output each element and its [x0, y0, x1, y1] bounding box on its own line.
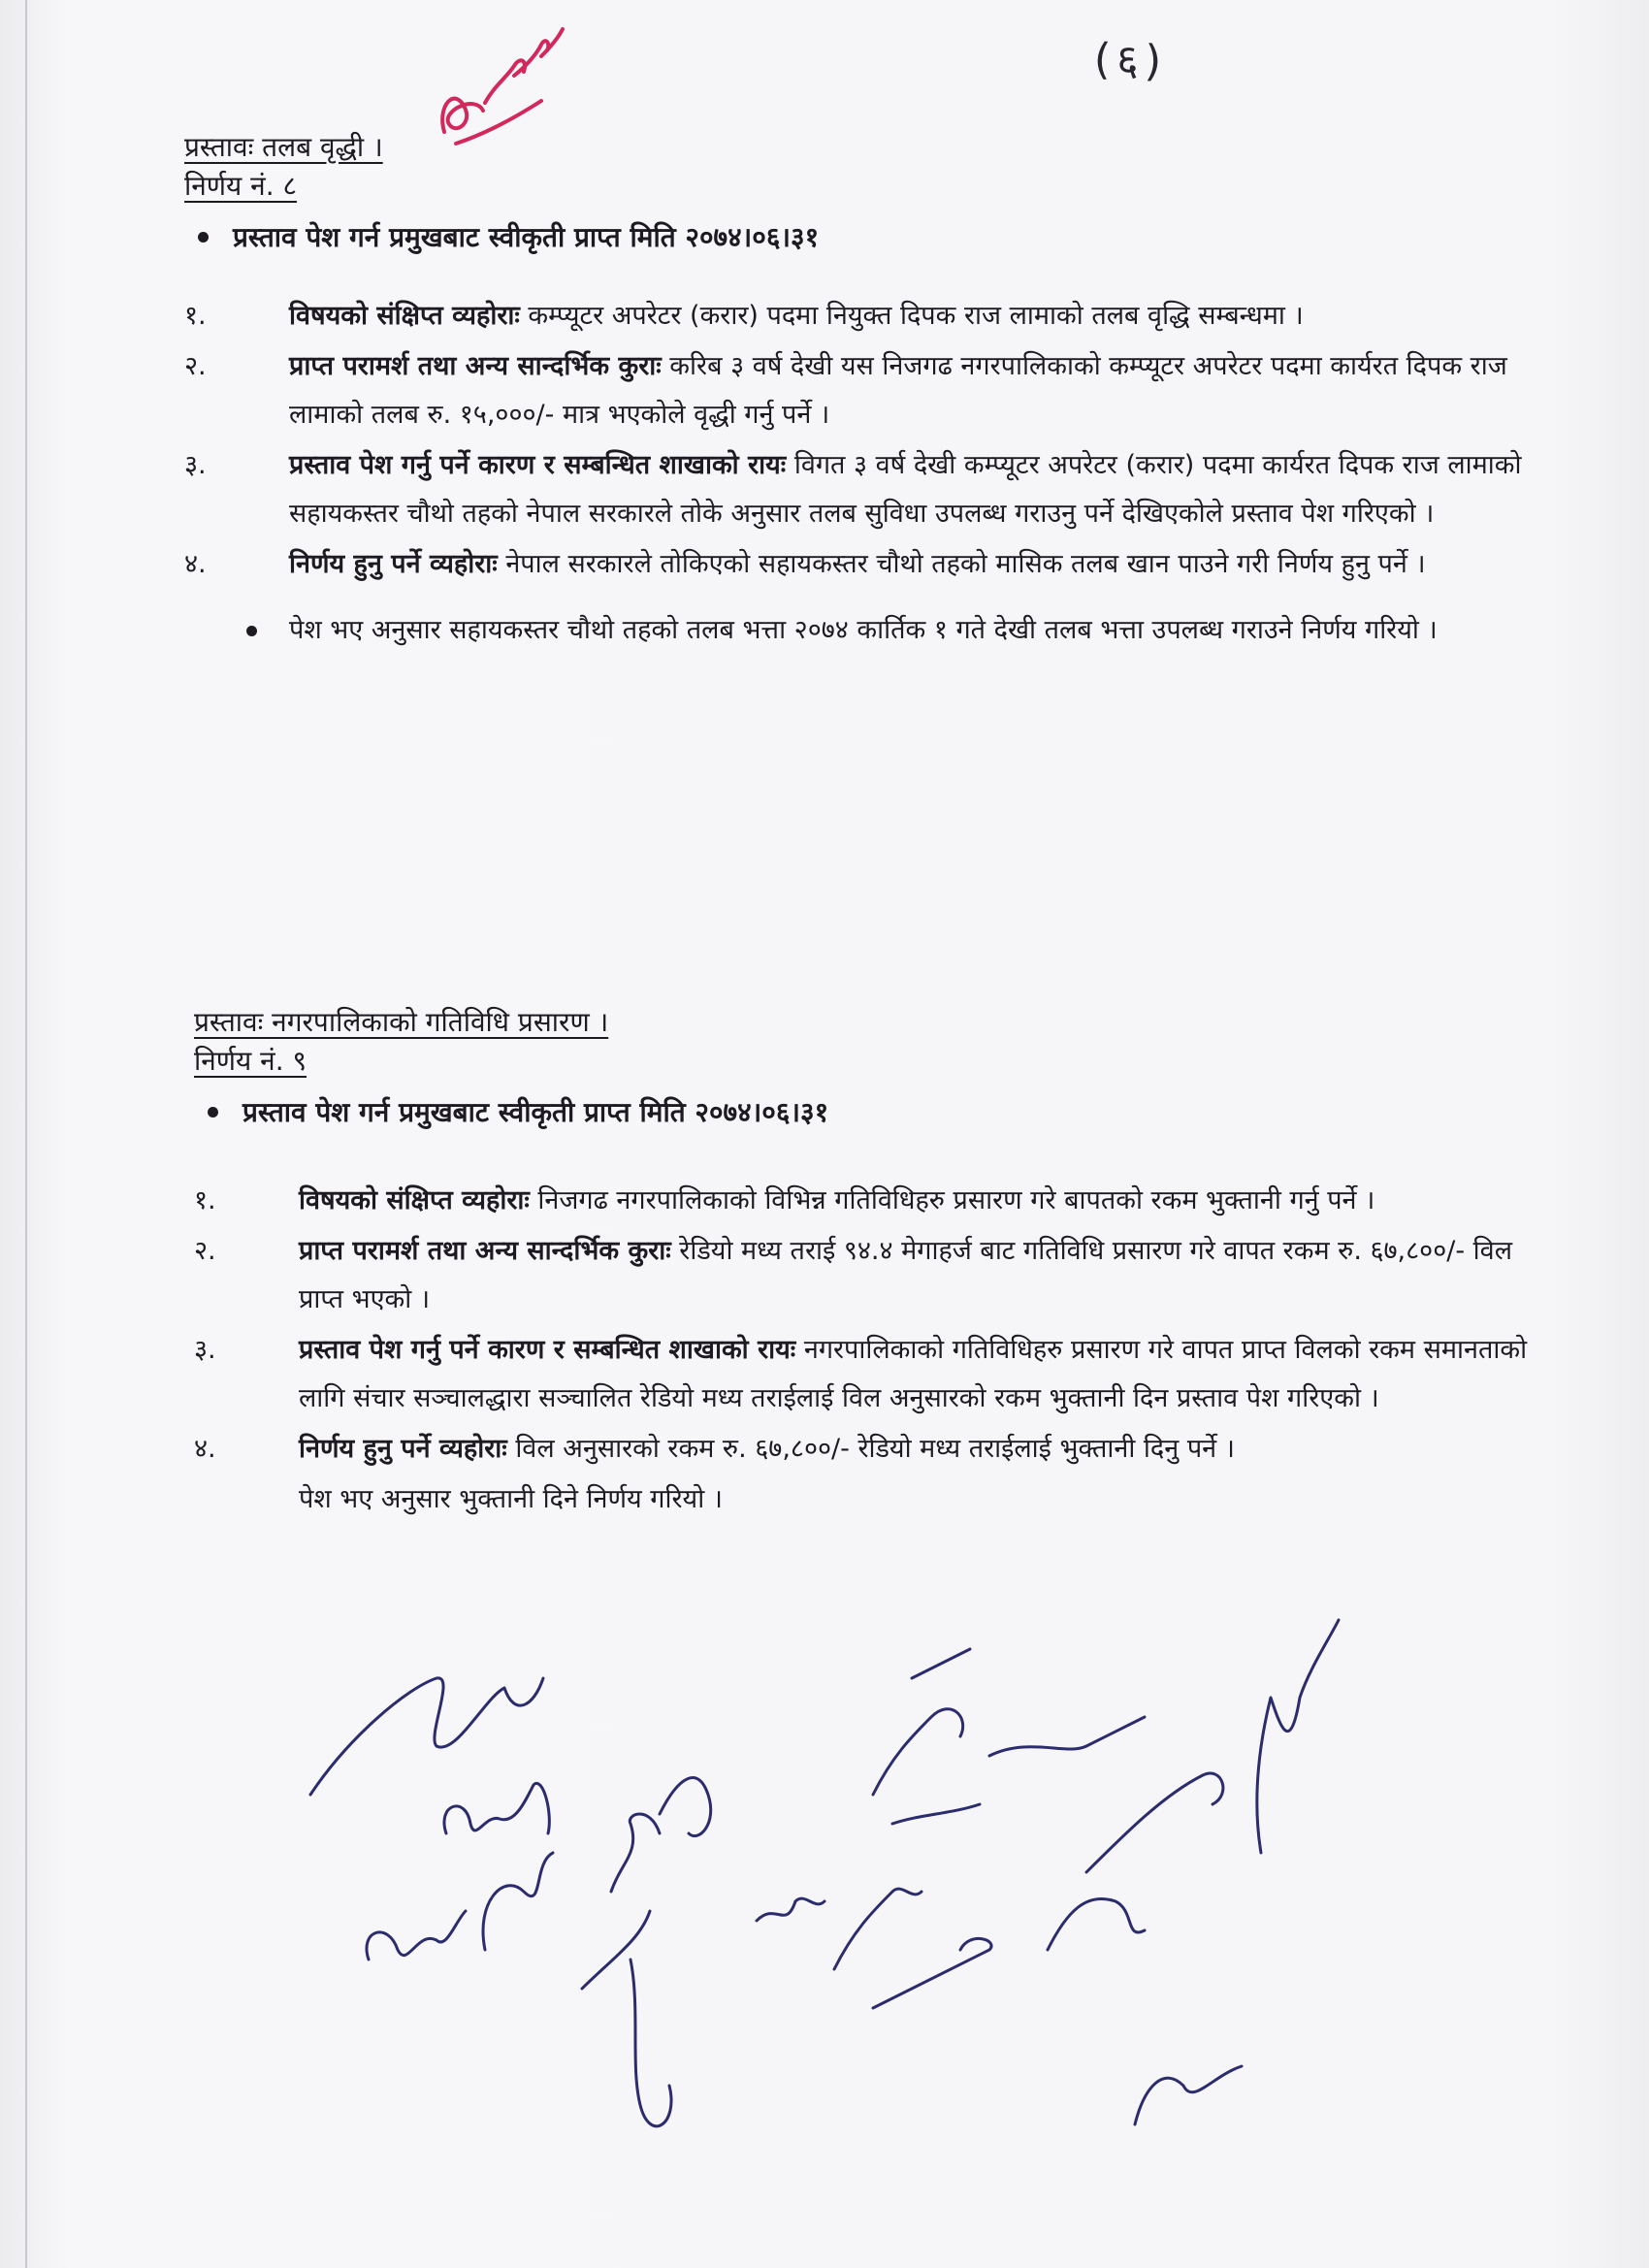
signature-12	[892, 1804, 980, 1824]
item-heading: प्रस्ताव पेश गर्नु पर्ने कारण र सम्बन्धित शाखाको रायः	[299, 1334, 796, 1365]
signature-3	[367, 1911, 466, 1960]
item-text: करिब ३ वर्ष देखी यस निजगढ नगरपालिकाको कम्प्यूटर अपरेटर पदमा कार्यरत दिपक राज लामाको तलब रु. १५,०००/- मात्र भएकोले वृद्धी गर्नु पर्ने ।	[289, 350, 1507, 430]
signature-5	[611, 1814, 660, 1892]
decision-items	[184, 292, 1523, 589]
item-text: कम्प्यूटर अपरेटर (करार) पदमा नियुक्त दिपक राज लामाको तलब वृद्धि सम्बन्धमा ।	[528, 300, 1304, 331]
list-item	[194, 1425, 1533, 1474]
decision-number: निर्णय नं. ९	[194, 1045, 307, 1078]
item-number: २.	[184, 350, 207, 381]
item-number: २.	[194, 1235, 216, 1266]
proposal-title: प्रस्तावः नगरपालिकाको गतिविधि प्रसारण ।	[194, 1006, 609, 1038]
signature-10	[873, 1938, 991, 2008]
list-item	[184, 292, 1523, 340]
approval-line: प्रस्ताव पेश गर्न प्रमुखबाट स्वीकृती प्राप्त मिति २०७४।०६।३१	[184, 218, 1523, 255]
decision-section-8	[184, 130, 1523, 655]
signature-1	[310, 1678, 543, 1795]
signature-9	[834, 1889, 922, 1969]
list-item	[194, 1326, 1533, 1423]
page-number: (६)	[1093, 34, 1168, 87]
item-number: १.	[194, 1184, 216, 1215]
signature-7	[582, 1911, 671, 2126]
list-item	[194, 1177, 1533, 1225]
signature-15	[1048, 1898, 1145, 1950]
item-text: निजगढ नगरपालिकाको विभिन्न गतिविधिहरु प्रसारण गरे बापतको रकम भुक्तानी गर्नु पर्ने ।	[537, 1184, 1375, 1215]
item-heading: प्राप्त परामर्श तथा अन्य सान्दर्भिक कुराः	[289, 350, 662, 381]
item-number: ३.	[184, 449, 207, 480]
signature-6	[660, 1778, 711, 1836]
signature-4	[483, 1853, 553, 1950]
item-number: १.	[184, 300, 207, 331]
signature-8	[757, 1898, 824, 1921]
approval-line: प्रस्ताव पेश गर्न प्रमुखबाट स्वीकृती प्राप्त मिति २०७४।०६।३१	[194, 1093, 1533, 1130]
decision-items	[194, 1177, 1533, 1474]
list-item	[184, 342, 1523, 439]
item-heading: विषयको संक्षिप्त व्यहोराः	[289, 300, 520, 331]
signature-11	[873, 1649, 970, 1795]
item-heading: प्रस्ताव पेश गर्नु पर्ने कारण र सम्बन्धित शाखाको रायः	[289, 449, 787, 480]
decision-note: पेश भए अनुसार सहायकस्तर चौथो तहको तलब भत्ता २०७४ कार्तिक १ गते देखी तलब भत्ता उपलब्ध गराउने निर्णय गरियो ।	[184, 606, 1523, 655]
item-heading: प्राप्त परामर्श तथा अन्य सान्दर्भिक कुराः	[299, 1235, 671, 1266]
decision-section-9	[194, 1005, 1533, 1524]
signature-16	[1257, 1620, 1339, 1853]
list-item	[194, 1227, 1533, 1324]
item-text: विल अनुसारको रकम रु. ६७,८००/- रेडियो मध्य तराईलाई भुक्तानी दिनु पर्ने ।	[515, 1433, 1235, 1464]
list-item	[184, 441, 1523, 538]
list-item	[184, 540, 1523, 589]
page-margin-line	[25, 0, 27, 2268]
signature-14	[1086, 1773, 1223, 1872]
item-heading: निर्णय हुनु पर्ने व्यहोराः	[289, 548, 498, 579]
decision-number: निर्णय नं. ८	[184, 170, 298, 203]
item-text: विगत ३ वर्ष देखी कम्प्यूटर अपरेटर (करार) पदमा कार्यरत दिपक राज लामाको सहायकस्तर चौथो तहको नेपाल सरकारले तोके अनुसार तलब सुविधा उपलब्ध गराउनु पर्ने देखिएकोले प्रस्ताव पेश गरिएको ।	[289, 449, 1522, 529]
signatures-area	[291, 1581, 1455, 2202]
signature-13	[989, 1717, 1145, 1756]
proposal-title: प्रस्तावः तलब वृद्धी ।	[184, 131, 383, 163]
decision-note: पेश भए अनुसार भुक्तानी दिने निर्णय गरियो ।	[299, 1483, 723, 1514]
item-number: ४.	[194, 1433, 216, 1464]
signature-2	[444, 1783, 549, 1833]
item-heading: निर्णय हुनु पर्ने व्यहोराः	[299, 1433, 507, 1464]
item-text: रेडियो मध्य तराई ९४.४ मेगाहर्ज बाट गतिविधि प्रसारण गरे वापत रकम रु. ६७,८००/- विल प्राप्त भएको ।	[299, 1235, 1512, 1314]
item-text: नगरपालिकाको गतिविधिहरु प्रसारण गरे वापत प्राप्त विलको रकम समानताको लागि संचार सञ्चालद्धारा सञ्चालित रेडियो मध्य तराईलाई विल अनुसारको रकम भुक्तानी दिन प्रस्ताव पेश गरिएको ।	[299, 1334, 1528, 1413]
item-text: नेपाल सरकारले तोकिएको सहायकस्तर चौथो तहको मासिक तलब खान पाउने गरी निर्णय हुनु पर्ने ।	[505, 548, 1426, 579]
item-number: ३.	[194, 1334, 216, 1365]
item-heading: विषयको संक्षिप्त व्यहोराः	[299, 1184, 530, 1215]
item-number: ४.	[184, 548, 207, 579]
signature-17	[1135, 2066, 1242, 2124]
